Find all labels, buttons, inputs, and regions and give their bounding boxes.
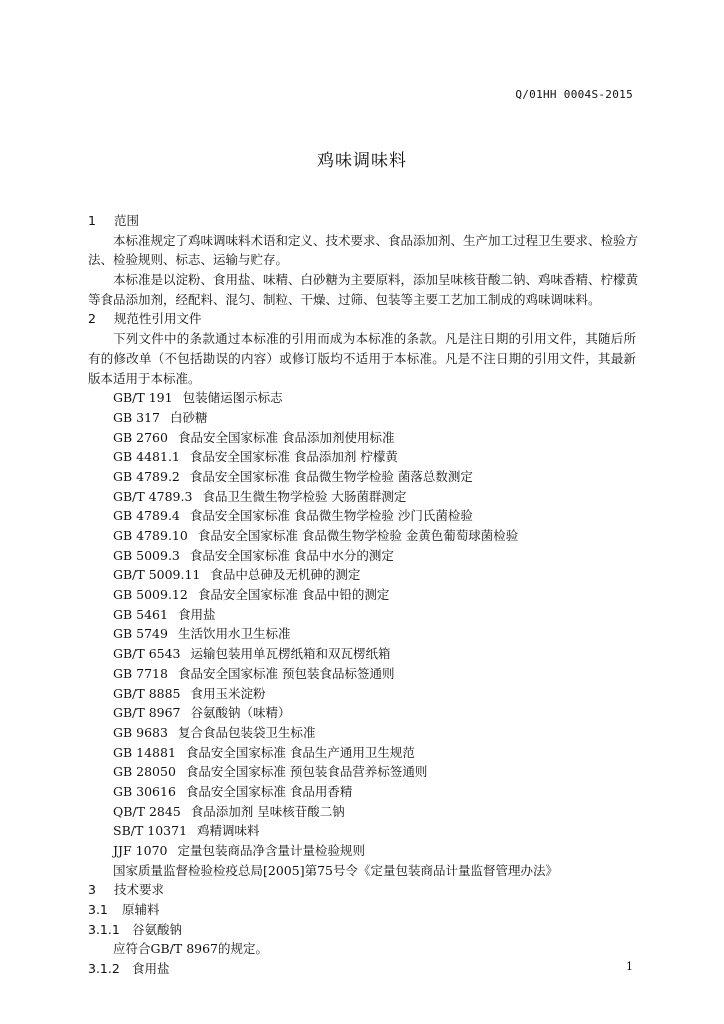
paragraph-line: 版本适用于本标准。 bbox=[88, 370, 201, 386]
reference-title: 食用玉米淀粉 bbox=[190, 685, 266, 701]
reference-title: 定量包装商品净含量计量检验规则 bbox=[177, 843, 365, 858]
section-number: 3 bbox=[88, 882, 96, 898]
reference-list bbox=[88, 388, 636, 880]
reference-title: 鸡精调味料 bbox=[197, 823, 260, 839]
reference-title: 食品安全国家标准 食品微生物学检验 沙门氏菌检验 bbox=[189, 508, 473, 524]
reference-item bbox=[88, 467, 636, 487]
reference-title: 食品安全国家标准 食品生产通用卫生规范 bbox=[185, 744, 415, 760]
page-number: 1 bbox=[626, 960, 633, 973]
subsection-heading-3-1-2 bbox=[88, 959, 636, 979]
paragraph-line: 下列文件中的条款通过本标准的引用而成为本标准的条款。凡是注日期的引用文件，其随后所 bbox=[113, 331, 636, 347]
reference-item bbox=[88, 506, 636, 526]
reference-code: QB/T 2845 bbox=[113, 803, 181, 819]
section-title: 规范性引用文件 bbox=[114, 311, 202, 327]
reference-item bbox=[88, 821, 636, 841]
section-title: 范围 bbox=[114, 213, 140, 228]
reference-item bbox=[88, 743, 636, 763]
reference-item bbox=[88, 585, 636, 605]
reference-title: 复合食品包装袋卫生标准 bbox=[177, 724, 316, 740]
reference-code: GB 4789.2 bbox=[113, 468, 180, 484]
reference-title: 食品中总砷及无机砷的测定 bbox=[210, 567, 361, 583]
reference-code: GB 5009.12 bbox=[113, 587, 188, 603]
section-number: 3.1.1 bbox=[88, 921, 120, 937]
reference-code: GB 4481.1 bbox=[113, 449, 180, 465]
section-number: 3.1 bbox=[88, 902, 108, 918]
reference-code: GB/T 6543 bbox=[113, 646, 181, 662]
paragraph-line: 本标准规定了鸡味调味料术语和定义、技术要求、食品添加剂、生产加工过程卫生要求、检验方 bbox=[113, 232, 639, 248]
section-title: 食用盐 bbox=[132, 961, 170, 977]
reference-title: 国家质量监督检验检疫总局[2005]第75号令《定量包装商品计量监督管理办法》 bbox=[113, 862, 558, 878]
reference-item bbox=[88, 624, 636, 644]
reference-title: 运输包装用单瓦楞纸箱和双瓦楞纸箱 bbox=[190, 646, 391, 662]
reference-code: GB 14881 bbox=[113, 744, 176, 760]
paragraph-line: 法、检验规则、标志、运输与贮存。 bbox=[88, 252, 289, 268]
reference-title: 食品安全国家标准 预包装食品营养标签通则 bbox=[185, 764, 428, 780]
section-number: 2 bbox=[88, 311, 96, 327]
reference-item bbox=[88, 684, 636, 704]
reference-item bbox=[88, 861, 636, 881]
reference-item bbox=[88, 546, 636, 566]
reference-code: GB 28050 bbox=[113, 764, 176, 780]
reference-item bbox=[88, 762, 636, 782]
reference-item bbox=[88, 408, 636, 428]
reference-code: GB 30616 bbox=[113, 783, 176, 799]
reference-title: 食品安全国家标准 食品添加剂使用标准 bbox=[177, 429, 395, 445]
reference-code: GB/T 191 bbox=[113, 390, 173, 406]
reference-title: 生活饮用水卫生标准 bbox=[177, 626, 291, 642]
reference-item bbox=[88, 428, 636, 448]
reference-code: GB 4789.10 bbox=[113, 528, 188, 543]
reference-code: GB 7718 bbox=[113, 665, 168, 681]
reference-item bbox=[88, 703, 636, 723]
section-number: 1 bbox=[88, 213, 96, 228]
reference-code: GB/T 8967 bbox=[113, 705, 181, 721]
reference-code: GB 5749 bbox=[113, 626, 168, 642]
reference-code: GB/T 5009.11 bbox=[113, 567, 201, 583]
reference-title: 谷氨酸钠（味精） bbox=[190, 705, 291, 721]
reference-code: GB 5461 bbox=[113, 606, 168, 622]
reference-title: 食品添加剂 呈味核苷酸二钠 bbox=[190, 803, 345, 819]
reference-title: 白砂糖 bbox=[170, 409, 208, 425]
reference-item bbox=[88, 447, 636, 467]
section-title: 谷氨酸钠 bbox=[132, 921, 183, 937]
reference-item bbox=[88, 605, 636, 625]
reference-item bbox=[88, 664, 636, 684]
reference-item bbox=[88, 841, 636, 861]
section-number: 3.1.2 bbox=[88, 961, 120, 977]
section-title: 原辅料 bbox=[122, 902, 160, 918]
paragraph-line: 本标准是以淀粉、食用盐、味精、白砂糖为主要原料，添加呈味核苷酸二钠、鸡味香精、柠檬黄 bbox=[113, 272, 639, 288]
paragraph-line: 应符合GB/T 8967的规定。 bbox=[113, 941, 269, 957]
reference-item bbox=[88, 565, 636, 585]
subsection-heading-3-1 bbox=[88, 900, 636, 920]
subsection-heading-3-1-1 bbox=[88, 920, 636, 940]
reference-code: GB 4789.4 bbox=[113, 508, 180, 524]
reference-title: 食品安全国家标准 食品中水分的测定 bbox=[189, 547, 394, 563]
reference-code: GB 9683 bbox=[113, 724, 168, 740]
reference-title: 食品安全国家标准 食品微生物学检验 金黄色葡萄球菌检验 bbox=[197, 528, 519, 543]
section-heading-2 bbox=[88, 309, 636, 329]
reference-title: 食品安全国家标准 食品添加剂 柠檬黄 bbox=[189, 449, 398, 465]
reference-item bbox=[88, 388, 636, 408]
paragraph-line: 有的修改单（不包括勘误的内容）或修订版均不适用于本标准。凡是不注日期的引用文件，其最新 bbox=[88, 350, 636, 366]
reference-title: 包装储运图示标志 bbox=[182, 390, 283, 406]
document-body bbox=[88, 211, 639, 979]
reference-code: JJF 1070 bbox=[113, 843, 168, 858]
reference-code: GB 2760 bbox=[113, 429, 168, 445]
reference-title: 食品安全国家标准 食品中铅的测定 bbox=[197, 587, 390, 603]
reference-item bbox=[88, 782, 636, 802]
reference-title: 食品安全国家标准 预包装食品标签通则 bbox=[177, 665, 395, 681]
reference-item bbox=[88, 487, 636, 507]
section-heading-1 bbox=[88, 211, 636, 231]
reference-item bbox=[88, 526, 636, 546]
reference-code: GB 317 bbox=[113, 409, 161, 425]
reference-title: 食品安全国家标准 食品用香精 bbox=[185, 783, 353, 799]
standard-code: Q/01HH 0004S-2015 bbox=[515, 88, 633, 101]
paragraph-line: 等食品添加剂，经配料、混匀、制粒、干燥、过筛、包装等主要工艺加工制成的鸡味调味料。 bbox=[88, 291, 601, 307]
section-heading-3 bbox=[88, 880, 636, 900]
reference-item bbox=[88, 802, 636, 822]
document-title: 鸡味调味料 bbox=[317, 151, 407, 171]
reference-code: SB/T 10371 bbox=[113, 823, 188, 839]
reference-title: 食品安全国家标准 食品微生物学检验 菌落总数测定 bbox=[189, 468, 473, 484]
reference-item bbox=[88, 644, 636, 664]
reference-title: 食用盐 bbox=[177, 606, 216, 622]
reference-code: GB 5009.3 bbox=[113, 547, 180, 563]
reference-code: GB/T 8885 bbox=[113, 685, 181, 701]
reference-item bbox=[88, 723, 636, 743]
reference-title: 食品卫生微生物学检验 大肠菌群测定 bbox=[202, 488, 407, 504]
reference-code: GB/T 4789.3 bbox=[113, 488, 193, 504]
section-title: 技术要求 bbox=[114, 882, 165, 898]
